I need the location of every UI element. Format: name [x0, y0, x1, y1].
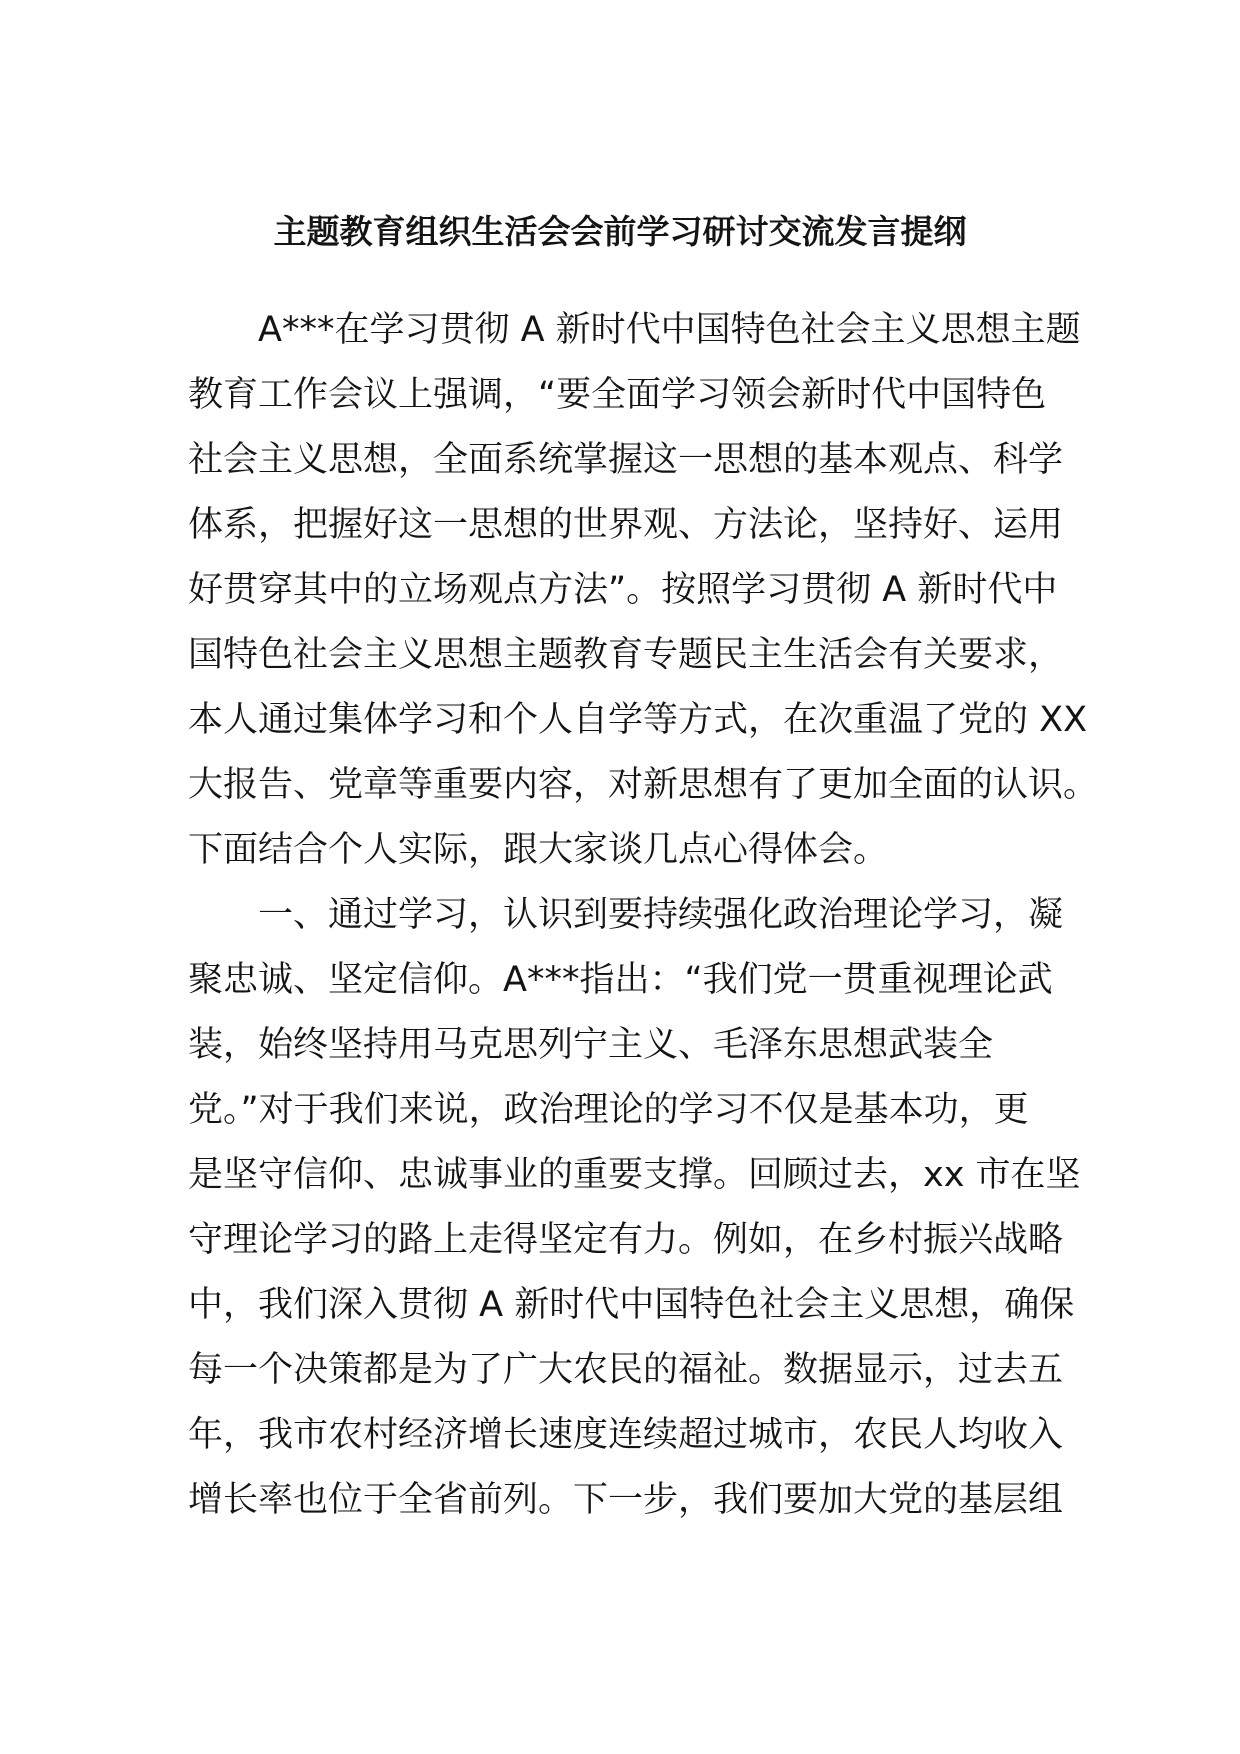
text-line: 国特色社会主义思想主题教育专题民主生活会有关要求， [188, 635, 1064, 675]
text-line: 装，始终坚持用马克思列宁主义、毛泽东思想武装全 [188, 1025, 994, 1065]
text-line: 增长率也位于全省前列。下一步，我们要加大党的基层组 [188, 1480, 1064, 1520]
text-line: 体系，把握好这一思想的世界观、方法论，坚持好、运用 [188, 505, 1064, 545]
text-line: 大报告、党章等重要内容，对新思想有了更加全面的认识。 [188, 765, 1099, 805]
text-line: 教育工作会议上强调，“要全面学习领会新时代中国特色 [188, 375, 1047, 415]
document-body [188, 298, 1099, 1533]
text-line: 本人通过集体学习和个人自学等方式，在次重温了党的 XX [188, 700, 1088, 740]
text-line: 一、通过学习，认识到要持续强化政治理论学习，凝 [258, 895, 1064, 935]
text-line: 社会主义思想，全面系统掌握这一思想的基本观点、科学 [188, 440, 1064, 480]
text-line: 中，我们深入贯彻 A 新时代中国特色社会主义思想，确保 [188, 1285, 1075, 1325]
paragraph-intro [188, 298, 1099, 883]
text-line: 聚忠诚、坚定信仰。A***指出：“我们党一贯重视理论武 [188, 960, 1053, 1000]
text-line: 党。”对于我们来说，政治理论的学习不仅是基本功，更 [188, 1090, 1029, 1130]
text-line: 下面结合个人实际，跟大家谈几点心得体会。 [188, 830, 889, 870]
text-line: 守理论学习的路上走得坚定有力。例如，在乡村振兴战略 [188, 1220, 1064, 1260]
paragraph-section-one [188, 883, 1081, 1533]
text-line: 每一个决策都是为了广大农民的福祉。数据显示，过去五 [188, 1350, 1064, 1390]
document-title: 主题教育组织生活会会前学习研讨交流发言提纲 [273, 212, 967, 251]
text-line: 年，我市农村经济增长速度连续超过城市，农民人均收入 [188, 1415, 1064, 1455]
text-line: 好贯穿其中的立场观点方法”。按照学习贯彻 A 新时代中 [188, 570, 1058, 610]
text-line: A***在学习贯彻 A 新时代中国特色社会主义思想主题 [258, 310, 1081, 350]
text-line: 是坚守信仰、忠诚事业的重要支撑。回顾过去，xx 市在坚 [188, 1155, 1081, 1195]
